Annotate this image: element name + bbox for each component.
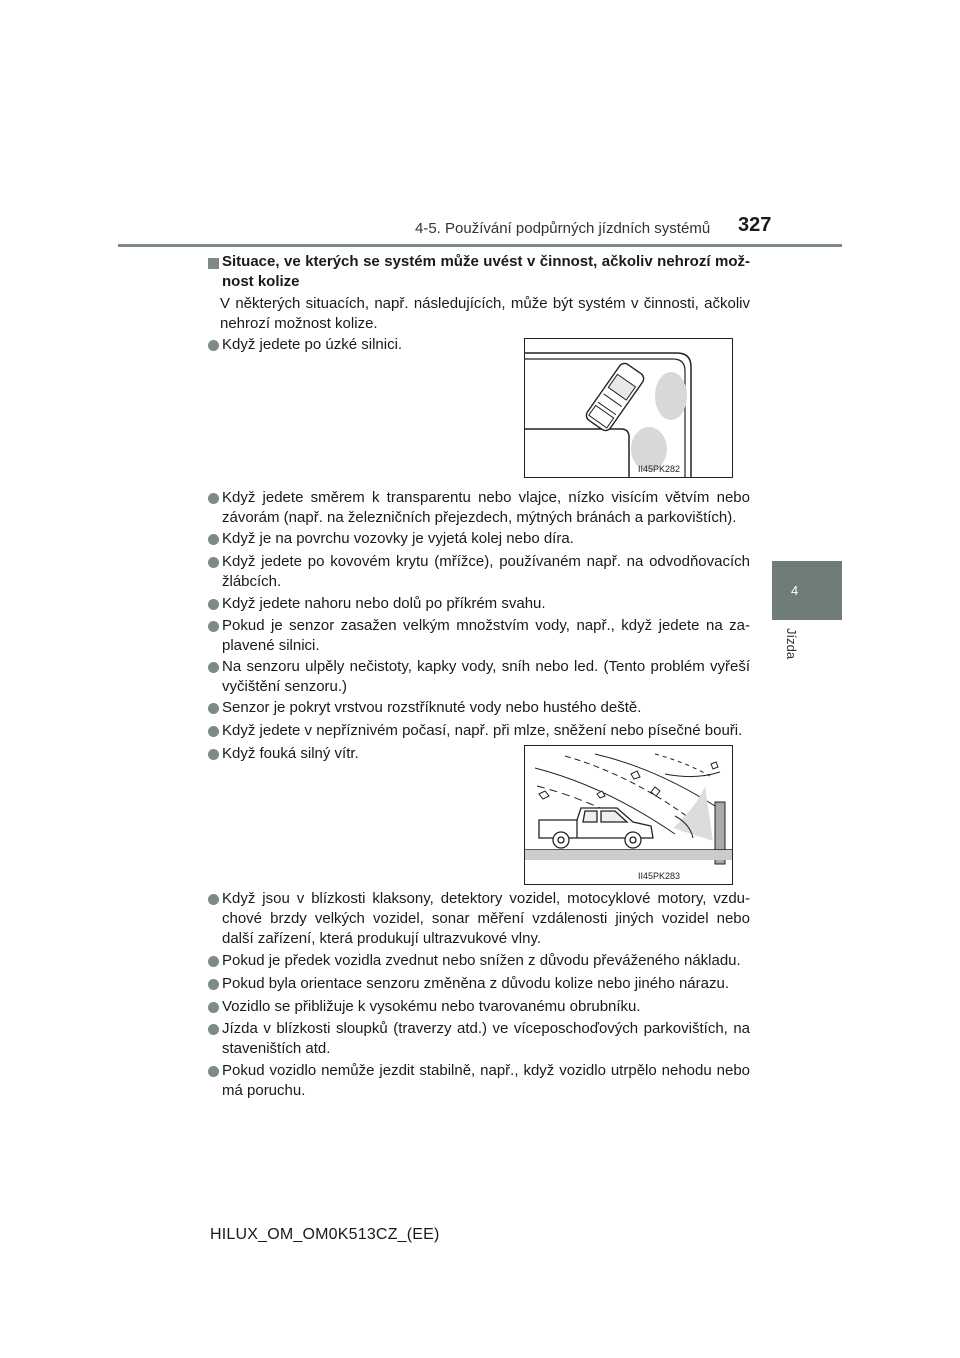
bullet-marker <box>208 340 219 351</box>
bullet-marker <box>208 956 219 967</box>
section-heading: Situace, ve kterých se systém může uvést v činnost, ačkoliv nehrozí mož-nost kolize <box>222 253 750 290</box>
list-item: Pokud byla orientace senzoru změněna z důvodu kolize nebo jiného nárazu. <box>222 975 729 992</box>
bullet-marker <box>208 534 219 545</box>
bullet-marker <box>208 726 219 737</box>
list-item: Jízda v blízkosti sloupků (traverzy atd.) ve víceposchoďových parkovištích, na staveništích atd. <box>222 1020 750 1057</box>
list-item: Pokud je předek vozidla zvednut nebo snížen z důvodu převáženého nákladu. <box>222 952 741 969</box>
list-item: Když je na povrchu vozovky je vyjetá kolej nebo díra. <box>222 530 574 547</box>
header-section-title: 4-5. Používání podpůrných jízdních systémů <box>415 220 711 237</box>
bullet-marker <box>208 621 219 632</box>
page-number: 327 <box>738 214 772 236</box>
list-item: Na senzoru ulpěly nečistoty, kapky vody, sníh nebo led. (Tento problém vyřeší vyčištění senzoru.) <box>222 658 750 695</box>
strong-wind-illustration <box>525 746 732 884</box>
list-item: Když fouká silný vítr. <box>222 745 359 762</box>
figure-code: II45PK282 <box>637 464 680 474</box>
list-item: Pokud vozidlo nemůže jezdit stabilně, např., když vozidlo utrpělo nehodu nebo má poruchu. <box>222 1062 750 1099</box>
section-square-marker <box>208 258 219 269</box>
bullet-marker <box>208 662 219 673</box>
bullet-marker <box>208 894 219 905</box>
section-intro: V některých situacích, např. následujících, může být systém v činnosti, ačkoliv nehrozí možnost kolize. <box>220 295 750 332</box>
figure-code: II45PK283 <box>637 871 680 881</box>
list-item: Když jedete po úzké silnici. <box>222 336 403 353</box>
bullet-marker <box>208 557 219 568</box>
bullet-marker <box>208 599 219 610</box>
header-divider <box>118 244 842 247</box>
narrow-road-illustration <box>525 339 732 477</box>
list-item: Senzor je pokryt vrstvou rozstříknuté vody nebo hustého deště. <box>222 699 642 716</box>
chapter-label <box>784 628 800 688</box>
list-item: Když jedete nahoru nebo dolů po příkrém svahu. <box>222 595 546 612</box>
bullet-marker <box>208 493 219 504</box>
bullet-marker <box>208 703 219 714</box>
chapter-tab <box>772 561 842 620</box>
bullet-marker <box>208 1024 219 1035</box>
bullet-marker <box>208 1002 219 1013</box>
list-item: Pokud je senzor zasažen velkým množstvím vody, např., když jedete na za-plavené silnici. <box>222 617 750 654</box>
list-item: Vozidlo se přibližuje k vysokému nebo tvarovanému obrubníku. <box>222 998 641 1015</box>
list-item: Když jedete po kovovém krytu (mřížce), používaném např. na odvodňovacích žlábcích. <box>222 553 750 590</box>
chapter-name: Jízda <box>784 628 799 660</box>
document-code: HILUX_OM_OM0K513CZ_(EE) <box>210 1226 440 1243</box>
list-item: Když jedete v nepříznivém počasí, např. při mlze, sněžení nebo písečné bouři. <box>222 722 743 739</box>
figure-narrow-road <box>524 338 733 478</box>
bullet-marker <box>208 979 219 990</box>
bullet-marker <box>208 1066 219 1077</box>
list-item: Když jedete směrem k transparentu nebo vlajce, nízko visícím větvím nebo závorám (např. na železničních přejezdech, mýtných bránách a parkovištích). <box>222 489 750 526</box>
list-item: Když jsou v blízkosti klaksony, detektory vozidel, motocyklové motory, vzdu-chové brzdy velkých vozidel, sonar měření vzdálenosti jiných vozidel nebo další zařízení, která produkují ultrazvukové vlny. <box>222 890 750 947</box>
chapter-number: 4 <box>791 583 799 598</box>
bullet-marker <box>208 749 219 760</box>
pickup-truck <box>539 808 653 848</box>
figure-strong-wind <box>524 745 733 885</box>
